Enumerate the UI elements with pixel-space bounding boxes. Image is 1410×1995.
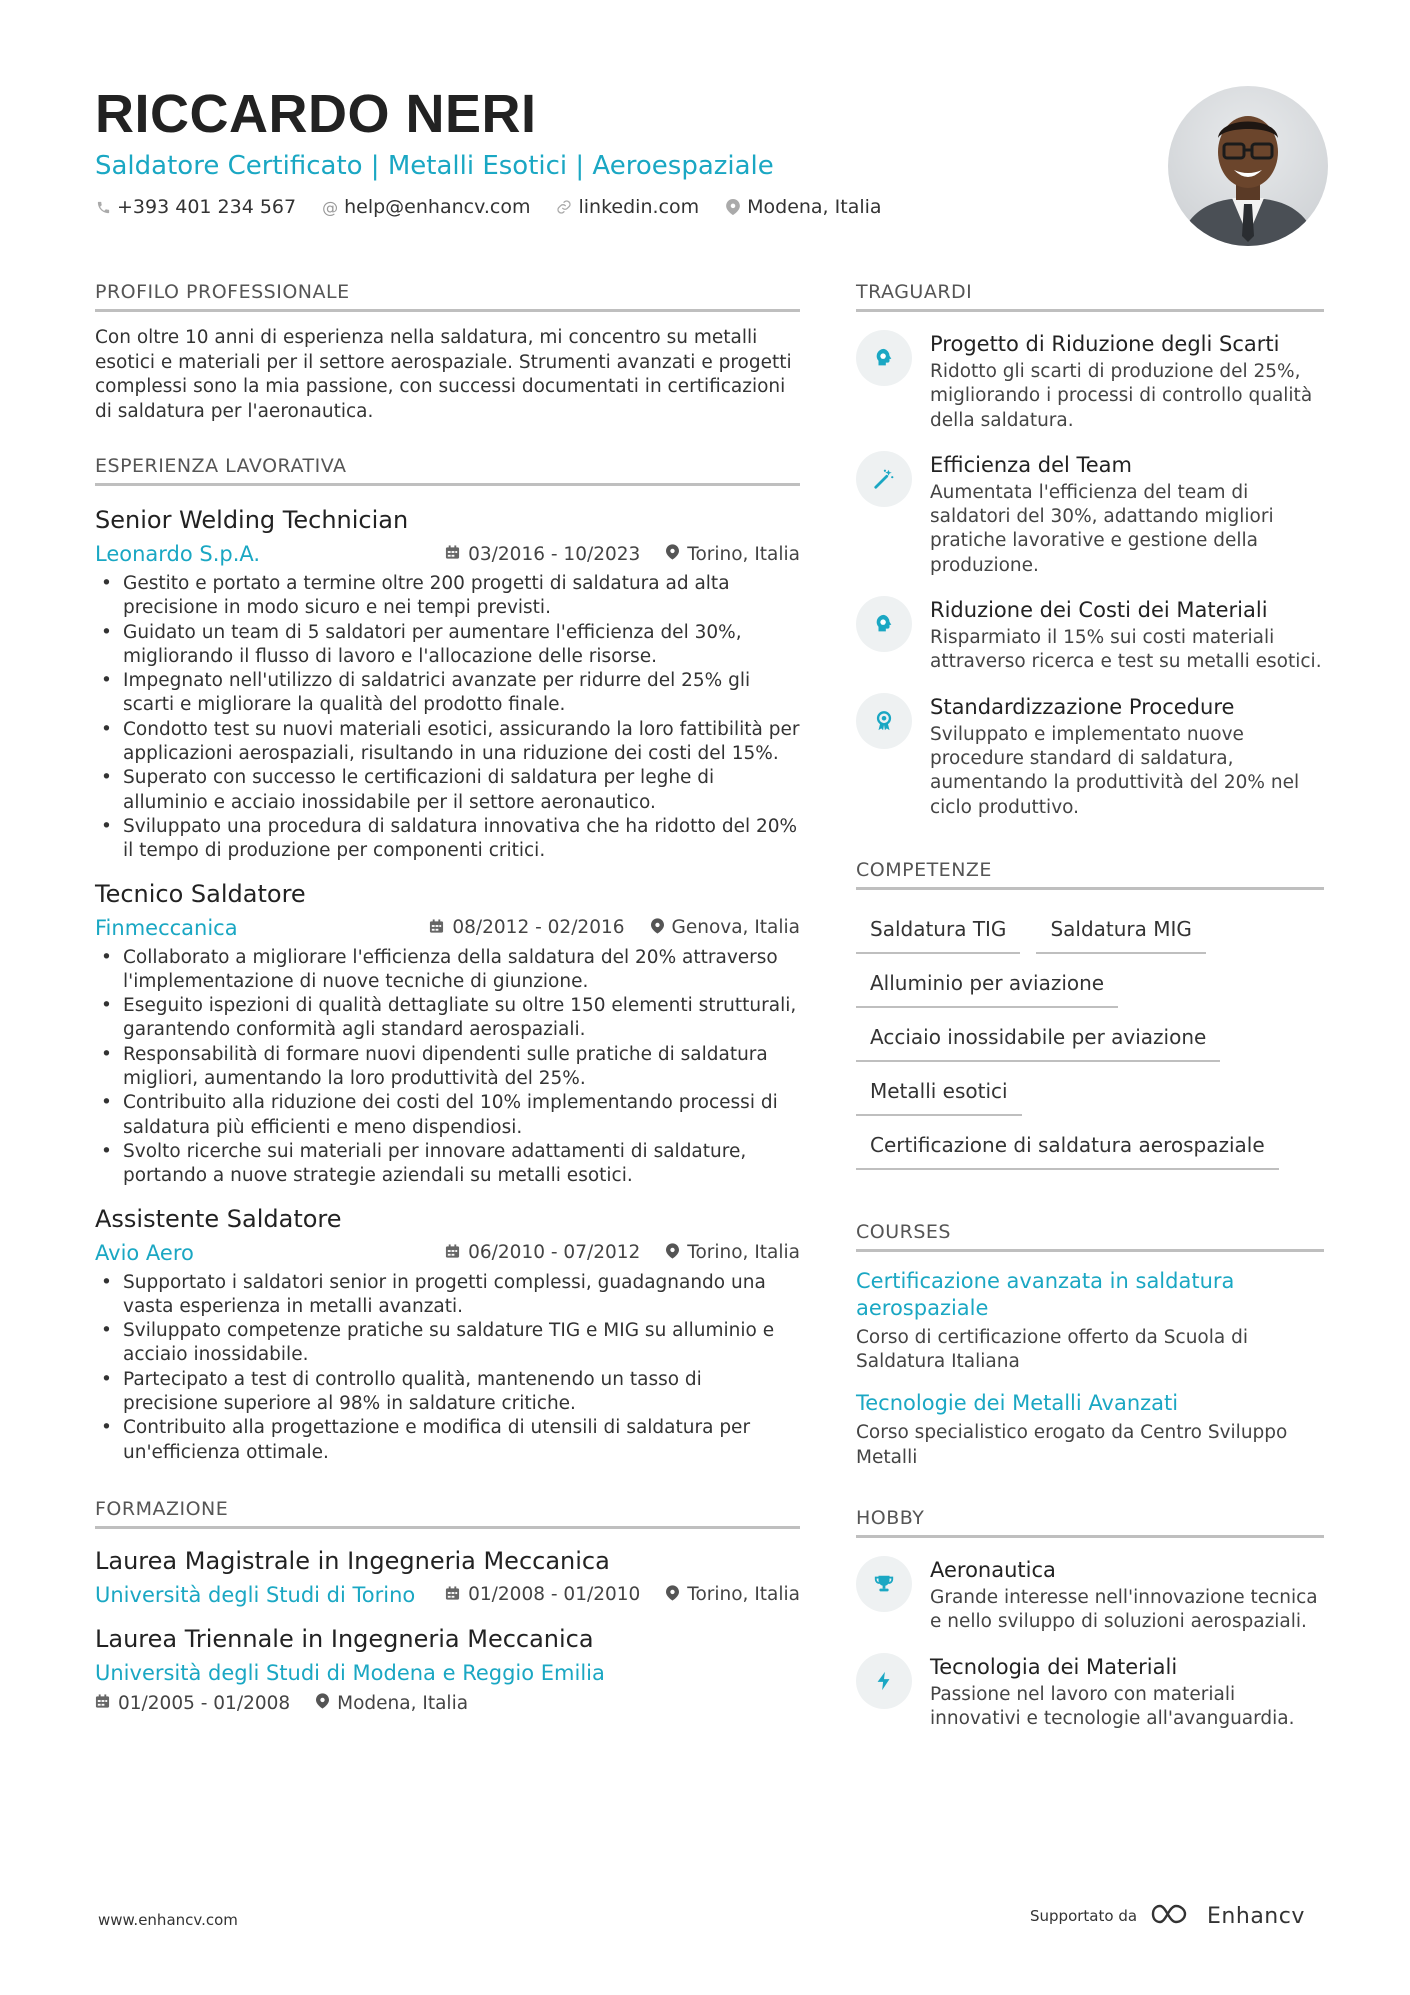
job-bullets [95, 572, 800, 864]
achievement-title: Riduzione dei Costi dei Materiali [930, 598, 1268, 623]
job-dates-text: 08/2012 - 02/2016 [452, 917, 625, 939]
course-title: Certificazione avanzata in saldatura aerospaziale [856, 1268, 1235, 1320]
experience-section [95, 454, 800, 1465]
calendar-icon [445, 1243, 460, 1263]
job-dates-text: 03/2016 - 10/2023 [468, 543, 641, 565]
calendar-icon [429, 918, 444, 938]
achievement-desc: Risparmiato il 15% sui costi materiali attraverso ricerca e test su metalli esotici. [930, 627, 1322, 673]
job-location [666, 544, 800, 565]
job-dates [445, 1242, 640, 1263]
course-title: Tecnologie dei Metalli Avanzati [856, 1391, 1179, 1416]
job-title: Senior Welding Technician [95, 506, 409, 534]
location-pin-icon [666, 1243, 679, 1263]
list-item: • Condotto test su nuovi materiali esotici, assicurando la loro fattibilità per applicazioni aerospaziali, risultando in una riduzione dei costi del 15%. [95, 718, 800, 767]
hobby-body [930, 1653, 1324, 1732]
candidate-name: RICCARDO NERI [95, 84, 537, 144]
skill-tag: Saldatura MIG [1036, 912, 1205, 954]
profile-photo [1168, 86, 1328, 246]
list-item: • Contribuito alla progettazione e modifica di utensili di saldatura per un'efficienza ottimale. [95, 1416, 800, 1465]
education-location-text: Modena, Italia [337, 1692, 469, 1714]
lightning-icon [856, 1653, 912, 1709]
list-item: • Partecipato a test di controllo qualità, mantenendo un tasso di precisione superiore al 98% in saldature critiche. [95, 1368, 800, 1417]
achievement-item [856, 693, 1324, 820]
job-dates [445, 544, 640, 565]
trophy-icon [856, 1556, 912, 1612]
list-item: • Superato con successo le certificazioni di saldatura per leghe di alluminio e acciaio inossidabile per il settore aeronautico. [95, 766, 800, 815]
job-entry [95, 878, 800, 1189]
contact-bar [95, 196, 1175, 218]
list-item: • Eseguito ispezioni di qualità dettagliate su oltre 150 elementi strutturali, garantendo conformità agli standard aerospaziali. [95, 994, 800, 1043]
education-location-text: Torino, Italia [687, 1584, 800, 1606]
lightbulb-head-icon [856, 330, 912, 386]
achievement-body [930, 596, 1324, 675]
job-location [666, 1242, 800, 1263]
job-meta-right [429, 917, 800, 938]
hobby-item [856, 1556, 1324, 1635]
section-title: COURSES [856, 1220, 1324, 1252]
list-item: • Collaborato a migliorare l'efficienza della saldatura del 20% attraverso l'implementazione di nuove tecniche di giunzione. [95, 946, 800, 995]
hobby-title: Tecnologia dei Materiali [930, 1654, 1178, 1679]
education-school: Università degli Studi di Torino [95, 1582, 416, 1607]
education-dates [95, 1693, 290, 1714]
job-meta [95, 914, 800, 942]
job-entry [95, 504, 800, 864]
list-item: • Supportato i saldatori senior in progetti complessi, guadagnando una vasta esperienza in metalli avanzati. [95, 1271, 800, 1320]
at-icon: @ [322, 197, 339, 217]
course-desc: Corso di certificazione offerto da Scuola di Saldatura Italiana [856, 1326, 1248, 1373]
achievement-desc: Sviluppato e implementato nuove procedure standard di saldatura, aumentando la produttività del 20% nel ciclo produttivo. [930, 723, 1300, 818]
contact-email-text: help@enhancv.com [344, 196, 531, 218]
lightbulb-head-icon [856, 596, 912, 652]
achievement-desc: Aumentata l'efficienza del team di saldatori del 30%, adattando migliori pratiche lavorative e gestione della produzione. [930, 481, 1274, 576]
resume-header [95, 82, 1175, 218]
education-school: Università degli Studi di Modena e Reggio Emilia [95, 1660, 605, 1685]
location-pin-icon [725, 199, 741, 215]
education-degree: Laurea Magistrale in Ingegneria Meccanica [95, 1546, 610, 1575]
contact-phone-text: +393 401 234 567 [117, 196, 297, 218]
calendar-icon [95, 1693, 110, 1713]
job-dates-text: 06/2010 - 07/2012 [468, 1242, 641, 1264]
contact-location [725, 196, 881, 218]
achievement-body [930, 451, 1324, 578]
job-location-text: Torino, Italia [687, 1242, 800, 1264]
location-pin-icon [651, 918, 664, 938]
job-company: Avio Aero [95, 1240, 194, 1265]
list-item: • Responsabilità di formare nuovi dipendenti sulle pratiche di saldatura migliori, aumentando la loro produttività del 25%. [95, 1043, 800, 1092]
powered-by-text: Supportato da [1030, 1907, 1138, 1925]
contact-location-text: Modena, Italia [747, 196, 882, 218]
job-company: Leonardo S.p.A. [95, 542, 261, 566]
skill-tag: Acciaio inossidabile per aviazione [856, 1020, 1220, 1062]
skills-section [856, 858, 1324, 1170]
contact-linkedin[interactable] [556, 196, 699, 218]
calendar-icon [445, 544, 460, 564]
education-dates-text: 01/2005 - 01/2008 [118, 1692, 291, 1714]
job-title: Tecnico Saldatore [95, 879, 306, 908]
achievement-body [930, 693, 1324, 820]
skill-tag: Saldatura TIG [856, 912, 1020, 954]
contact-linkedin-text: linkedin.com [578, 196, 700, 218]
contact-email[interactable] [322, 196, 530, 218]
education-entry [95, 1545, 800, 1609]
education-entry [95, 1623, 800, 1714]
education-section [95, 1497, 800, 1714]
achievement-title: Standardizzazione Procedure [930, 694, 1235, 719]
achievement-desc: Ridotto gli scarti di produzione del 25%, migliorando i processi di controllo qualità della saldatura. [930, 361, 1313, 431]
course-desc: Corso specialistico erogato da Centro Sviluppo Metalli [856, 1422, 1288, 1468]
achievement-title: Progetto di Riduzione degli Scarti [930, 332, 1280, 356]
education-meta [95, 1581, 800, 1609]
list-item: • Sviluppato una procedura di saldatura innovativa che ha ridotto del 20% il tempo di produzione per componenti critici. [95, 815, 800, 864]
education-dates [445, 1584, 640, 1605]
job-meta-right [445, 1242, 800, 1263]
achievement-item [856, 596, 1324, 675]
section-title: PROFILO PROFESSIONALE [95, 280, 800, 312]
course-item [856, 1268, 1324, 1375]
list-item: • Sviluppato competenze pratiche su saldature TIG e MIG su alluminio e acciaio inossidabile. [95, 1319, 800, 1368]
education-meta [95, 1693, 800, 1714]
list-item: • Impegnato nell'utilizzo di saldatrici avanzate per ridurre del 25% gli scarti e migliorare la qualità del prodotto finale. [95, 669, 800, 718]
achievement-body [930, 330, 1324, 433]
list-item: • Guidato un team di 5 saldatori per aumentare l'efficienza del 30%, migliorando il flusso di lavoro e l'allocazione delle risorse. [95, 621, 800, 670]
job-title: Assistente Saldatore [95, 1204, 342, 1233]
education-degree: Laurea Triennale in Ingegneria Meccanica [95, 1624, 594, 1653]
job-meta [95, 1239, 800, 1267]
location-pin-icon [316, 1693, 329, 1713]
hobby-desc: Passione nel lavoro con materiali innovativi e tecnologie all'avanguardia. [930, 1683, 1295, 1729]
location-pin-icon [666, 1585, 679, 1605]
hobby-body [930, 1556, 1324, 1635]
course-item [856, 1390, 1324, 1470]
profile-section [95, 280, 800, 424]
courses-section [856, 1220, 1324, 1470]
achievement-item [856, 451, 1324, 578]
job-meta [95, 540, 800, 568]
link-icon [556, 199, 572, 215]
contact-phone[interactable] [95, 196, 296, 218]
candidate-tagline: Saldatore Certificato | Metalli Esotici | Aeroespaziale [95, 151, 774, 181]
list-item: • Svolto ricerche sui materiali per innovare adattamenti di saldature, portando a nuove strategie aziendali su metalli esotici. [95, 1140, 800, 1189]
education-location [316, 1693, 468, 1714]
hobby-section [856, 1506, 1324, 1731]
job-location-text: Torino, Italia [687, 543, 800, 565]
footer-branding[interactable] [1030, 1902, 1305, 1930]
magic-wand-icon [856, 451, 912, 507]
hobby-desc: Grande interesse nell'innovazione tecnica e nello sviluppo di soluzioni aerospaziali. [930, 1587, 1318, 1633]
skill-tag: Certificazione di saldatura aerospaziale [856, 1128, 1279, 1170]
right-column [856, 280, 1324, 1731]
achievement-title: Efficienza del Team [930, 452, 1133, 477]
skill-tag: Alluminio per aviazione [856, 966, 1118, 1008]
brand-name: Enhancv [1207, 1903, 1305, 1929]
list-item: • Contribuito alla riduzione dei costi del 10% implementando processi di saldatura più efficienti e meno dispendiosi. [95, 1091, 800, 1140]
job-entry [95, 1203, 800, 1465]
achievement-item [856, 330, 1324, 433]
job-meta-right [445, 544, 800, 565]
job-bullets [95, 1271, 800, 1465]
profile-text: Con oltre 10 anni di esperienza nella saldatura, mi concentro su metalli esotici e materiali per il settore aerospaziale. Strumenti avanzati e progetti complessi sono la mia passione, con successi documentati in certificazioni di saldatura per l'aeronautica. [95, 327, 792, 422]
skill-tag: Metalli esotici [856, 1074, 1022, 1116]
education-dates-text: 01/2008 - 01/2010 [468, 1584, 641, 1606]
award-icon [856, 693, 912, 749]
skills-list [856, 912, 1324, 1170]
section-title: COMPETENZE [856, 858, 1324, 890]
section-title: TRAGUARDI [856, 280, 1324, 312]
education-meta-right [445, 1584, 800, 1605]
phone-icon [95, 200, 111, 215]
section-title: HOBBY [856, 1506, 1324, 1538]
hobby-title: Aeronautica [930, 1558, 1056, 1583]
achievements-section [856, 280, 1324, 820]
section-title: ESPERIENZA LAVORATIVA [95, 454, 800, 486]
footer-website[interactable]: www.enhancv.com [98, 1911, 238, 1929]
hobby-item [856, 1653, 1324, 1732]
job-dates [429, 917, 624, 938]
list-item: • Gestito e portato a termine oltre 200 progetti di saldatura ad alta precisione in modo sicuro e nei tempi previsti. [95, 572, 800, 621]
calendar-icon [445, 1585, 460, 1605]
job-location [651, 917, 800, 938]
enhancv-logo-icon [1149, 1902, 1195, 1930]
section-title: FORMAZIONE [95, 1497, 800, 1529]
location-pin-icon [666, 544, 679, 564]
job-company: Finmeccanica [95, 915, 238, 940]
job-location-text: Genova, Italia [671, 917, 800, 939]
job-bullets [95, 946, 800, 1189]
education-location [666, 1584, 800, 1605]
left-column [95, 280, 800, 1714]
